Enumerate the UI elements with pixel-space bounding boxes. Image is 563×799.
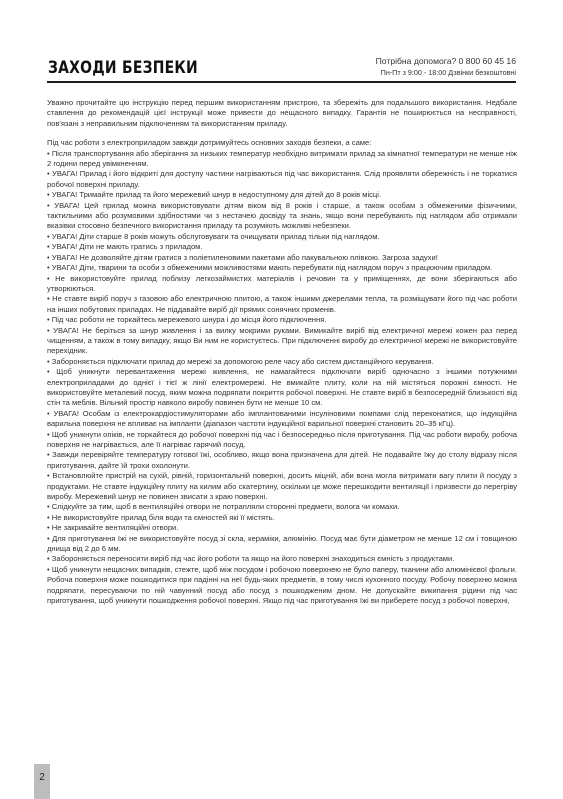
safety-item: • Щоб уникнути нещасних випадків, стежте, щоб між посудом і робочою поверхнею не було паперу, тканини або алюмінієвої фольги. Робоча поверхня може пошкодитися при падінні на неї будь-яких предметів, в тому числі кухонного посуду. Робочу поверхню можна подряпати, пересуваючи по ній чавунний посуд або посуд з пошкодженим дном. Не допускайте википання рідини під час приготування, щоб уникнути пошкодження робочої поверхні. Якщо під час приготування їжі ви приберете посуд з робочої поверхні, <box>47 564 517 606</box>
safety-item: • УВАГА! Не беріться за шнур живлення і за вилку мокрими руками. Вимикайте виріб від електричної мережі кожен раз перед чищенням, а також в тому випадку, якщо Ви ним не користуєтесь. При підключенні виробу до електричної мережі не використовуйте перехідник. <box>47 325 517 356</box>
page-title: ЗАХОДИ БЕЗПЕКИ <box>48 58 198 78</box>
safety-list <box>47 149 517 607</box>
safety-item: • Не використовуйте прилад поблизу легкозаймистих матеріалів і речовин та у приміщеннях, де вони зберігаються або утворюються. <box>47 273 517 293</box>
safety-item: • УВАГА! Особам із електрокардіостимуляторами або імплантованими інсуліновими помпами слід переконатися, що індукційна варильна поверхня не впливає на імпланти (діапазон частоти індукційної варильної поверхні становить 20–35 кГц). <box>47 408 517 429</box>
safety-item: • Під час роботи не торкайтесь мережевого шнура і до місця його підключення. <box>47 315 327 325</box>
safety-item: • Забороняється підключати прилад до мережі за допомогою реле часу або систем дистанційного керування. <box>47 356 434 366</box>
safety-item: • УВАГА! Діти старше 8 років можуть обслуговувати та очищувати прилад тільки під наглядом. <box>47 231 380 241</box>
header-divider <box>47 81 516 83</box>
safety-item: • Не ставте виріб поруч з газовою або електричною плитою, а також іншими джерелами тепла, та розміщувати його під час роботи на інших побутових приладах. Не піддавайте виріб дії прямих сонячних променів. <box>47 294 517 314</box>
safety-content <box>47 98 517 607</box>
safety-item: • УВАГА! Прилад і його відкриті для доступу частини нагріваються під час використання. Слід проявляти обережність і не торкатися робочої поверхні приладу. <box>47 169 517 189</box>
hotline-phone: Потрібна допомога? 0 800 60 45 16 <box>375 56 516 66</box>
safety-item: • Забороняється переносити виріб під час його роботи та якщо на його поверхні знаходиться ємність з продуктами. <box>47 554 455 564</box>
safety-item: • УВАГА! Не дозволяйте дітям гратися з поліетиленовими пакетами або пакувальною плівкою. Загроза задухи! <box>47 252 438 262</box>
safety-item: • УВАГА! Тримайте прилад та його мережевий шнур в недоступному для дітей до 8 років місці. <box>47 190 382 200</box>
safety-item: • Не використовуйте прилад біля води та ємностей які її містять. <box>47 512 275 522</box>
safety-item: • Щоб уникнути опіків, не торкайтеся до робочої поверхні під час і безпосередньо після приготування. Під час роботи виробу, робоча поверхня не нагрівається, але її нагріває гарячий посуд. <box>47 429 517 449</box>
safety-item: • УВАГА! Діти не мають гратись з приладом. <box>47 242 203 252</box>
hotline-block <box>376 55 516 79</box>
intro-paragraph: Уважно прочитайте цю інструкцію перед першим використанням пристрою, та збережіть для подальшого використання. Недбале ставлення до рекомендацій цієї інструкції може привести до нещасного випадку. Гарантія не поширюється на несправності, пов'язані з неправильним підключенням та використанням приладу. <box>47 98 517 128</box>
page-number-tab <box>34 764 50 799</box>
safety-item: • Встановлюйте пристрій на сухій, рівній, горизонтальній поверхні, досить міцній, аби вона могла витримати вагу плити й посуду з продуктами. Не ставте індукційну плиту на килим або скатертину, оскільки це може перешкодити вентиляції і призвести до перегріву виробу. Мережевий шнур не повинен звисати з краю поверхні. <box>47 471 517 502</box>
safety-item: • Слідкуйте за тим, щоб в вентиляційні отвори не потрапляли сторонні предмети, волога чи комахи. <box>47 502 400 512</box>
safety-item: • Після транспортування або зберігання за низьких температур необхідно витримати прилад за кімнатної температури не менше ніж 2 години перед увімкненням. <box>47 148 517 169</box>
paragraph-gap <box>47 129 517 138</box>
safety-item: • Не закривайте вентиляційні отвори. <box>47 523 179 533</box>
lead-paragraph: Під час роботи з електроприладом завжди дотримуйтесь основних заходів безпеки, а саме: <box>47 138 372 148</box>
safety-item: • Завжди перевіряйте температуру готової їжі, особливо, якщо вона призначена для дітей. Не подавайте їжу до столу відразу після приготування, дайте їй трохи охолонути. <box>47 450 517 470</box>
safety-item: • Щоб уникнути перевантаження мережі живлення, не намагайтеся підключати виріб одночасно з іншими потужними електроприладами до однієї і тієї ж лінії електромережі. Не вмикайте плиту, коли на ній містяться порожні ємності. Не використовуйте металевий посуд, яким можна подряпати покриття робочої поверхні. Не ставте виріб в безпосередній близькості від стін та меблів. Вільний простір навколо виробу повинен бути не менше 10 см. <box>47 367 517 408</box>
safety-item: • УВАГА! Діти, тварини та особи з обмеженими можливостями мають перебувати під наглядом поруч з працюючим приладом. <box>47 263 493 273</box>
safety-item: • УВАГА! Цей прилад можна використовувати дітям віком від 8 років і старше, а також особам з обмеженими фізичними, тактильними або розумовими здібностями чи з нестачею досвіду та знань, якщо вони перебувають під наглядом або отримали вказівки стосовно безпечного використання приладу та розуміють можливі небезпеки. <box>47 200 517 231</box>
hotline-schedule: Пн-Пт з 9:00 - 18:00 Дзвінки безкоштовні <box>380 68 516 77</box>
safety-item: • Для приготування їжі не використовуйте посуд зі скла, кераміки, алюмінію. Посуд має бути діаметром не менше 12 см і товщиною днища від 2 до 6 мм. <box>47 533 517 554</box>
page-number: 2 <box>39 772 45 783</box>
